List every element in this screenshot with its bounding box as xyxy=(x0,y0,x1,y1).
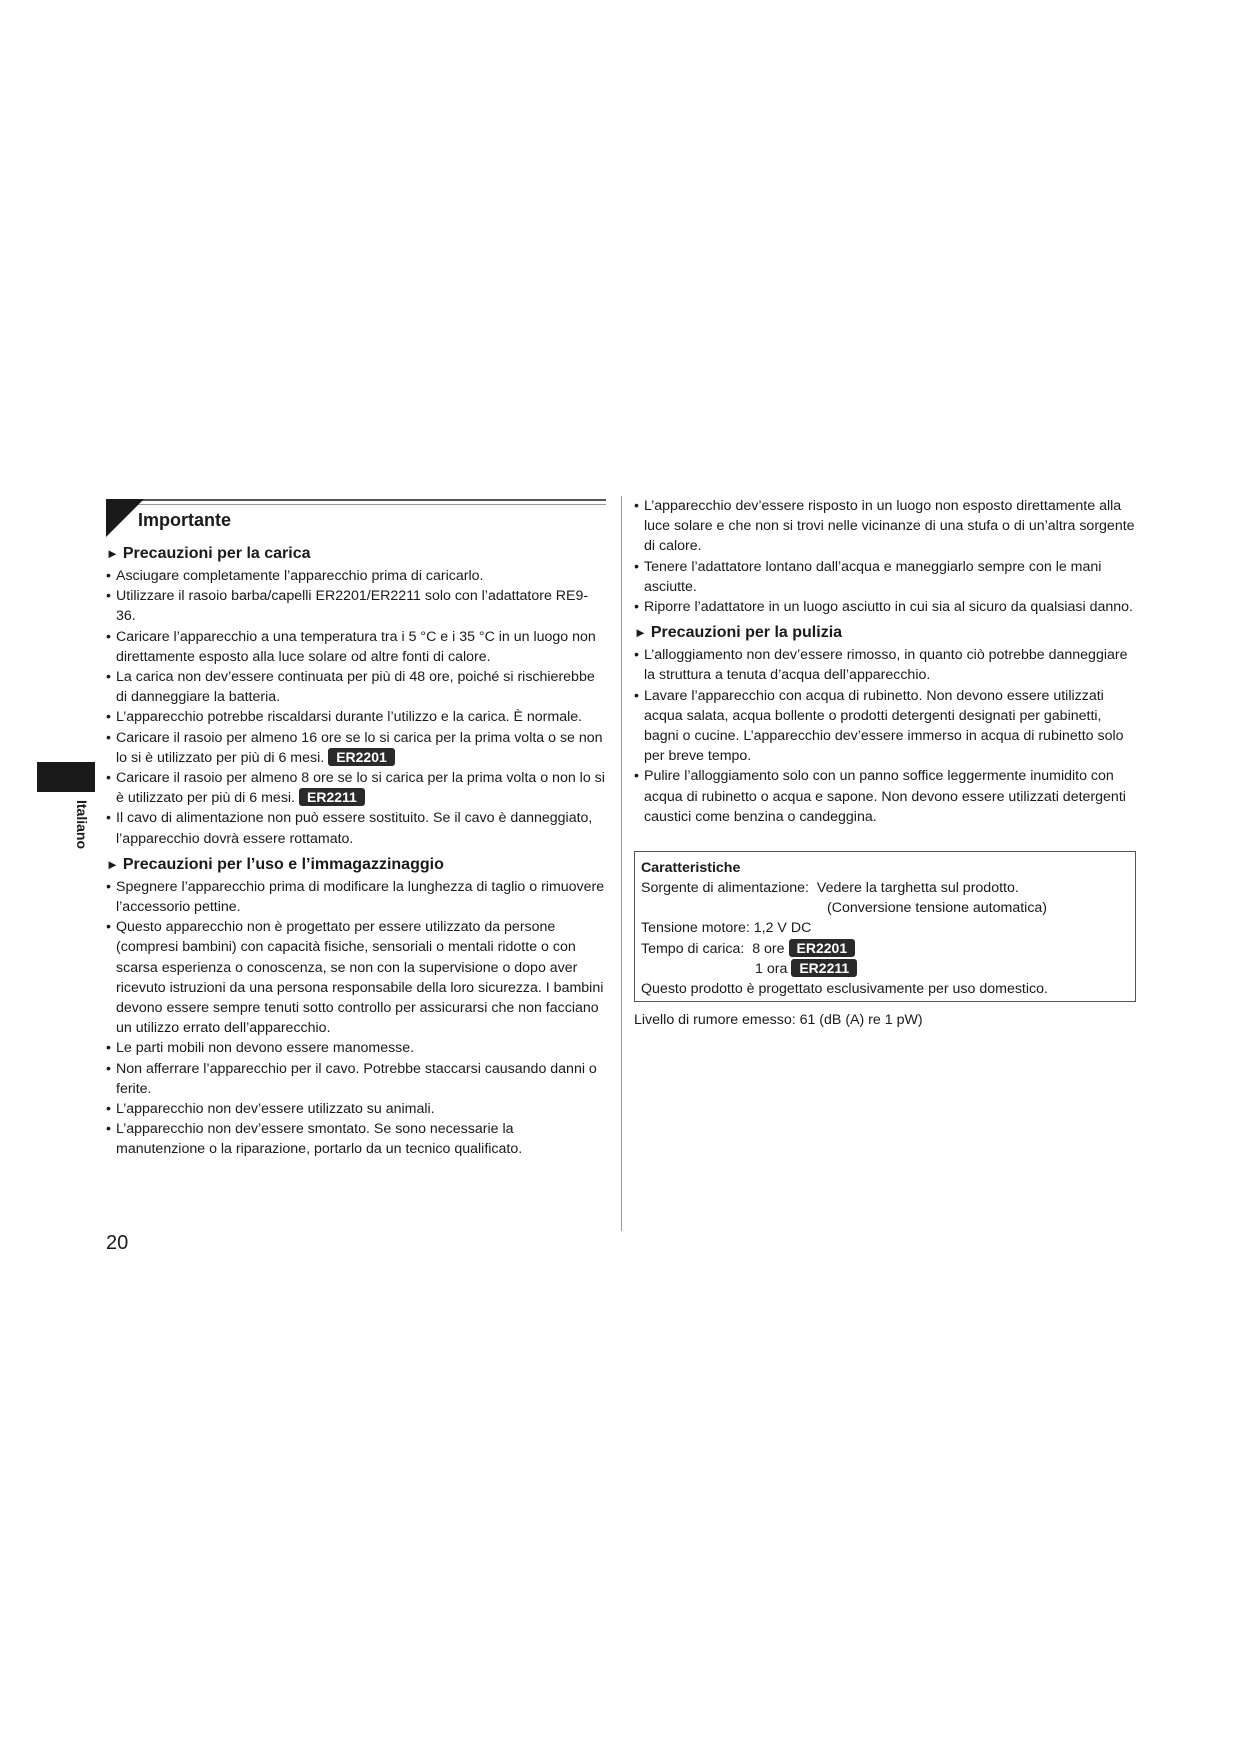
charging-list xyxy=(106,566,606,849)
arrow-right-icon: ► xyxy=(106,856,119,872)
list-item: • L’apparecchio potrebbe riscaldarsi durante l’utilizzo e la carica. È normale. xyxy=(106,707,606,727)
section-title-text: Precauzioni per l’uso e l’immagazzinaggio xyxy=(122,855,444,873)
list-item: • L’alloggiamento non dev’essere rimosso, in quanto ciò potrebbe danneggiare la struttura a tenuta d’acqua dell’apparecchio. xyxy=(634,645,1138,685)
spec-charge-1 xyxy=(641,939,1129,959)
noise-level: Livello di rumore emesso: 61 (dB (A) re 1 pW) xyxy=(634,1012,923,1029)
list-item: • Riporre l’adattatore in un luogo asciutto in cui sia al sicuro da qualsiasi danno. xyxy=(634,597,1138,617)
usage-list xyxy=(106,877,606,1160)
important-title: Importante xyxy=(138,510,232,530)
list-item: • Non afferrare l’apparecchio per il cavo. Potrebbe staccarsi causando danni o ferite. xyxy=(106,1059,606,1099)
spec-power-note: (Conversione tensione automatica) xyxy=(827,900,1048,917)
specifications-box xyxy=(634,851,1136,1002)
list-item: • L’apparecchio non dev’essere smontato. Se sono necessarie la manutenzione o la riparazione, portarlo da un tecnico qualificato. xyxy=(106,1119,606,1159)
spec-power-value: Vedere la targhetta sul prodotto. xyxy=(816,880,1019,897)
header-rule xyxy=(106,499,606,501)
spec-motor: Tensione motore: 1,2 V DC xyxy=(641,920,812,937)
model-badge: ER2211 xyxy=(299,788,365,806)
spec-charge-time: 1 ora xyxy=(755,960,788,977)
spec-domestic: Questo prodotto è progettato esclusivamente per uso domestico. xyxy=(641,981,1048,998)
section-title-text: Precauzioni per la carica xyxy=(122,545,311,562)
list-item: • Utilizzare il rasoio barba/capelli ER2201/ER2211 solo con l’adattatore RE9-36. xyxy=(106,586,606,626)
list-item: • Pulire l’alloggiamento solo con un panno soffice leggermente inumidito con acqua di rubinetto o acqua e sapone. Non devono essere utilizzati detergenti caustici come benzina o candeggina. xyxy=(634,766,1138,827)
list-item xyxy=(106,728,606,768)
spec-power xyxy=(641,878,1129,898)
section-title-charging xyxy=(106,544,606,564)
list-item: • Caricare l’apparecchio a una temperatura tra i 5 °C e i 35 °C in un luogo non direttamente esposto alla luce solare od altre fonti di calore. xyxy=(106,627,606,667)
list-item: • Questo apparecchio non è progettato per essere utilizzato da persone (compresi bambini) con capacità fisiche, sensoriali o mentali ridotte o con scarsa esperienza o conoscenza, se non con la supervisione o dopo aver ricevuto istruzioni da una persona responsabile della loro sicurezza. I bambini devono essere sempre tenuti sotto controllo per assicurarsi che non facciano un utilizzo errato dell’apparecchio. xyxy=(106,917,606,1038)
model-badge: ER2201 xyxy=(789,939,856,957)
section-title-text: Precauzioni per la pulizia xyxy=(650,624,843,642)
arrow-right-icon: ► xyxy=(634,625,647,641)
list-item: • Asciugare completamente l’apparecchio prima di caricarlo. xyxy=(106,566,606,586)
arrow-right-icon: ► xyxy=(106,546,119,561)
list-item: • L’apparecchio dev’essere risposto in un luogo non esposto direttamente alla luce solare e che non si trovi nelle vicinanze di una stufa o di un’altra sorgente di calore. xyxy=(634,496,1138,557)
list-item: • L’apparecchio non dev’essere utilizzato su animali. xyxy=(106,1099,606,1119)
section-title-usage xyxy=(106,855,606,875)
list-item: • La carica non dev’essere continuata per più di 48 ore, poiché si rischierebbe di danneggiare la batteria. xyxy=(106,667,606,707)
list-item-text: Caricare il rasoio per almeno 16 ore se lo si carica per la prima volta o se non lo si è utilizzato per più di 6 mesi. xyxy=(116,729,603,766)
important-header xyxy=(106,496,606,538)
model-badge: ER2211 xyxy=(791,959,857,977)
header-rule-thin xyxy=(106,504,606,505)
column-divider xyxy=(621,496,622,1231)
language-tab-marker xyxy=(37,762,95,792)
list-item: • Spegnere l’apparecchio prima di modificare la lunghezza di taglio o rimuovere l’accessorio pettine. xyxy=(106,877,606,917)
language-label: Italiano xyxy=(74,800,90,850)
section-title-cleaning xyxy=(634,623,1138,643)
spec-power-label: Sorgente di alimentazione: xyxy=(641,880,809,897)
spec-charge-label: Tempo di carica: xyxy=(641,940,745,957)
list-item-text: Caricare il rasoio per almeno 8 ore se lo si carica per la prima volta o non lo si è utilizzato per più di 6 mesi. xyxy=(116,770,605,807)
spec-charge-2 xyxy=(641,959,1129,979)
list-item xyxy=(106,768,606,808)
list-item: • Lavare l’apparecchio con acqua di rubinetto. Non devono essere utilizzati acqua salata, acqua bollente o prodotti detergenti designati per gabinetti, bagni o cucine. L’apparecchio dev’essere immerso in acqua di rubinetto solo per breve tempo. xyxy=(634,686,1138,767)
right-column xyxy=(634,496,1138,1030)
left-column xyxy=(106,496,606,1160)
list-item: • Il cavo di alimentazione non può essere sostituito. Se il cavo è danneggiato, l’apparecchio dovrà essere rottamato. xyxy=(106,808,606,848)
spec-charge-time: 8 ore xyxy=(752,940,785,957)
usage-list-continued xyxy=(634,496,1138,617)
page-number: 20 xyxy=(106,1232,129,1254)
list-item: • Le parti mobili non devono essere manomesse. xyxy=(106,1038,606,1058)
model-badge: ER2201 xyxy=(328,748,395,766)
cleaning-list xyxy=(634,645,1138,827)
specifications-title: Caratteristiche xyxy=(641,860,741,877)
list-item: • Tenere l’adattatore lontano dall’acqua e maneggiarlo sempre con le mani asciutte. xyxy=(634,557,1138,597)
